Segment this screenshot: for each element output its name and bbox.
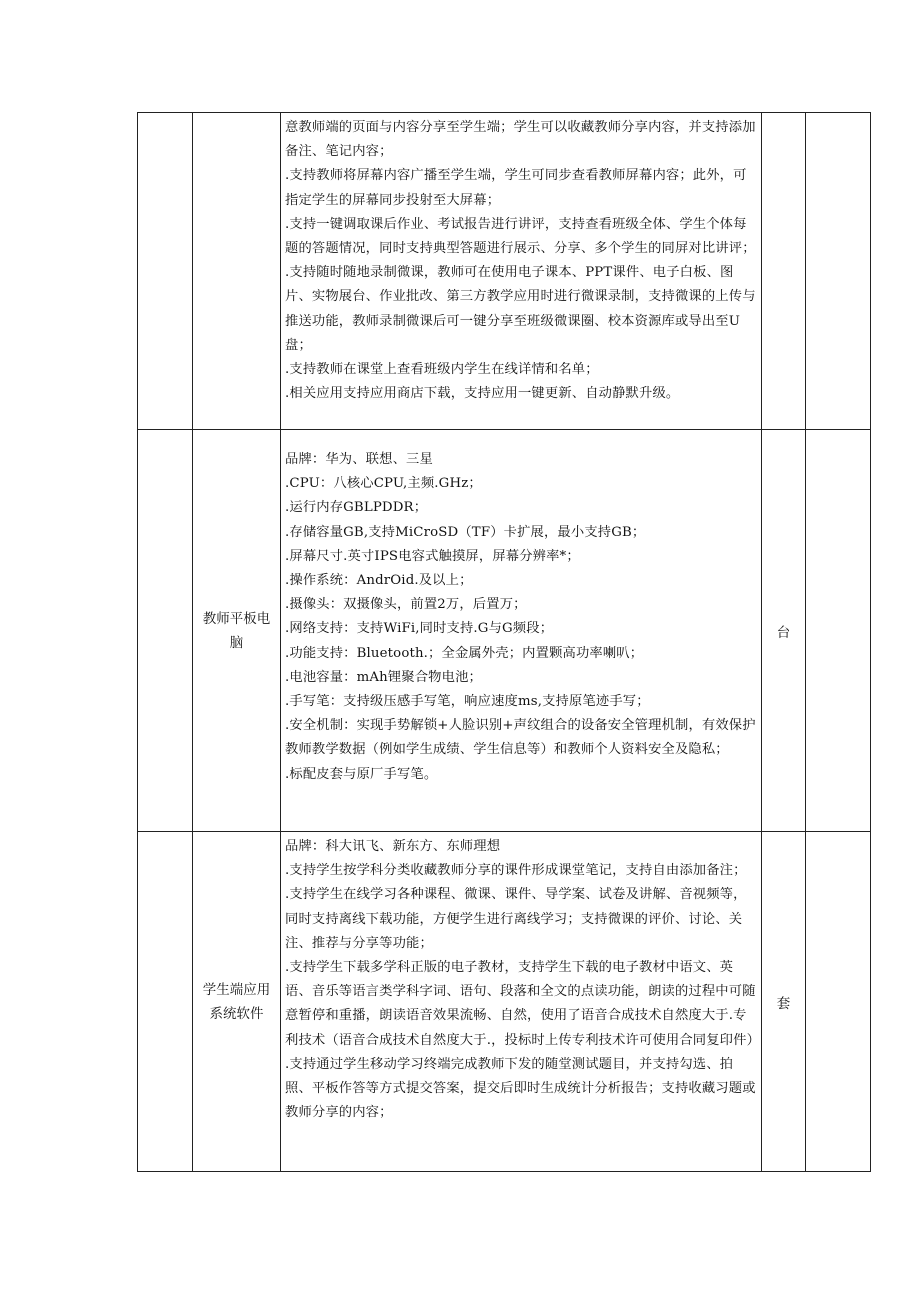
spec-description-cell bbox=[281, 430, 762, 832]
index-cell bbox=[138, 832, 193, 1172]
spec-description-cell bbox=[281, 113, 762, 430]
spec-line: .存储容量GB,支持MiCroSD（TF）卡扩展，最小支持GB； bbox=[285, 524, 646, 540]
spec-line: .支持教师在课堂上查看班级内学生在线详情和名单； bbox=[285, 362, 599, 378]
unit-cell: 套 bbox=[762, 832, 806, 1172]
item-name-cell bbox=[193, 113, 281, 430]
spec-line: .支持随时随地录制微课，教师可在使用电子课本、PPT课件、电子白板、图片、实物展台、作业批改、第三方教学应用时进行微课录制，支持微课的上传与推送功能，教师录制微课后可一键分享至班级微课圈、校本资源库或导出至U盘； bbox=[285, 265, 756, 353]
spec-line: .CPU：八核心CPU,主频.GHz； bbox=[285, 476, 482, 492]
spec-line: 品牌：科大讯飞、新东方、东师理想 bbox=[285, 839, 501, 854]
table-row bbox=[138, 832, 871, 1172]
spec-line: .支持通过学生移动学习终端完成教师下发的随堂测试题目，并支持勾选、拍照、平板作答等方式提交答案，提交后即时生成统计分析报告；支持收藏习题或教师分享的内容； bbox=[285, 1056, 756, 1121]
unit-cell bbox=[762, 113, 806, 430]
spec-line: 意教师端的页面与内容分享至学生端；学生可以收藏教师分享内容，并支持添加备注、笔记内容； bbox=[285, 120, 756, 160]
spec-description-cell bbox=[281, 832, 762, 1172]
unit-cell: 台 bbox=[762, 430, 806, 832]
spec-line: .支持学生按学科分类收藏教师分享的课件形成课堂笔记，支持自由添加备注； bbox=[285, 863, 747, 879]
spec-line: .相关应用支持应用商店下载，支持应用一键更新、自动静默升级。 bbox=[285, 386, 680, 402]
spec-line: .摄像头：双摄像头，前置2万，后置万； bbox=[285, 597, 527, 613]
spec-line: .安全机制：实现手势解锁+人脸识别+声纹组合的设备安全管理机制，有效保护教师教学数据（例如学生成绩、学生信息等）和教师个人资料安全及隐私； bbox=[285, 718, 756, 758]
specification-table bbox=[137, 112, 871, 1172]
spec-line: .操作系统：AndrOid.及以上； bbox=[285, 573, 473, 589]
spec-line: .手写笔：支持级压感手写笔，响应速度ms,支持原笔迹手写； bbox=[285, 694, 650, 710]
item-name-cell: 教师平板电脑 bbox=[193, 430, 281, 832]
spec-line: .功能支持：Bluetooth.；全金属外壳；内置颗高功率喇叭； bbox=[285, 645, 644, 661]
spec-line: .支持学生下载多学科正版的电子教材，支持学生下载的电子教材中语文、英语、音乐等语言类学科字词、语句、段落和全文的点读功能，朗读的过程中可随意暂停和重播，朗读语音效果流畅、自然，使用了语音合成技术自然度大于.专利技术（语音合成技术自然度大于.，投标时上传专利技术许可使用合同复印件） bbox=[285, 960, 761, 1048]
item-name-cell: 学生端应用系统软件 bbox=[193, 832, 281, 1172]
spec-line: .网络支持：支持WiFi,同时支持.G与G频段； bbox=[285, 621, 554, 637]
index-cell bbox=[138, 430, 193, 832]
spec-line: .运行内存GBLPDDR； bbox=[285, 500, 428, 516]
remark-cell bbox=[806, 832, 871, 1172]
spec-line: 品牌：华为、联想、三星 bbox=[285, 452, 433, 467]
spec-line: .支持学生在线学习各种课程、微课、课件、导学案、试卷及讲解、音视频等，同时支持离线下载功能，方便学生进行离线学习；支持微课的评价、讨论、关注、推荐与分享等功能； bbox=[285, 887, 747, 951]
spec-line: .支持一键调取课后作业、考试报告进行讲评，支持查看班级全体、学生个体每题的答题情况，同时支持典型答题进行展示、分享、多个学生的同屏对比讲评； bbox=[285, 216, 756, 257]
spec-line: .标配皮套与原厂手写笔。 bbox=[285, 766, 438, 782]
table-row bbox=[138, 113, 871, 430]
index-cell bbox=[138, 113, 193, 430]
remark-cell bbox=[806, 113, 871, 430]
remark-cell bbox=[806, 430, 871, 832]
spec-line: .电池容量：mAh锂聚合物电池； bbox=[285, 669, 482, 685]
spec-line: .屏幕尺寸.英寸IPS电容式触摸屏，屏幕分辨率*； bbox=[285, 548, 580, 564]
table-row bbox=[138, 430, 871, 832]
spec-line: .支持教师将屏幕内容广播至学生端，学生可同步查看教师屏幕内容；此外，可指定学生的屏幕同步投射至大屏幕； bbox=[285, 168, 747, 208]
